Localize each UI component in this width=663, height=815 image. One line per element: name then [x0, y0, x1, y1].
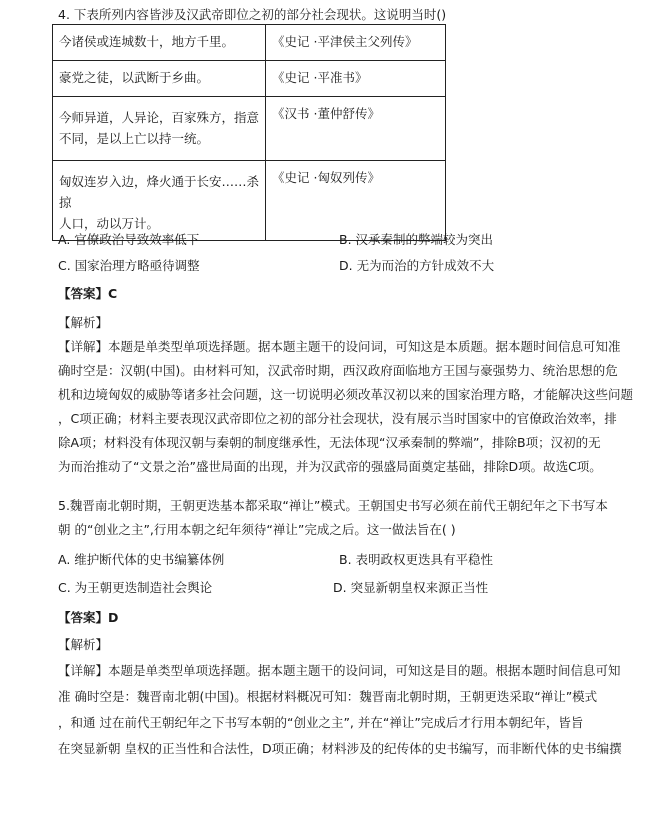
- q5-detail-line: 准 确时空是：魏晋南北朝(中国)。根据材料概况可知：魏晋南北朝时期，王朝更迭采取“禅让”模式: [58, 689, 598, 704]
- q5-option-c: C. 为王朝更迭制造社会舆论: [58, 580, 213, 595]
- table-cell-source: 《史记 ·平津侯主父列传》: [266, 25, 446, 61]
- source-table: [52, 24, 446, 241]
- q4-option-d: D. 无为而治的方针成效不大: [339, 258, 495, 273]
- q4-detail-line: ，C项正确；材料主要表现汉武帝即位之初的部分社会现状，没有展示当时国家中的官僚政治效率，排: [58, 411, 617, 426]
- table-cell-content: 今诸侯或连城数十，地方千里。: [53, 25, 266, 61]
- table-row: [53, 97, 446, 161]
- table-cell-source: 《史记 ·平准书》: [266, 61, 446, 97]
- q5-option-d: D. 突显新朝皇权来源正当性: [333, 580, 489, 595]
- q5-detail-line: 【详解】本题是单类型单项选择题。据本题主题干的设问词，可知这是目的题。根据本题时间信息可知: [58, 663, 621, 678]
- q4-analysis-label: 【解析】: [58, 315, 109, 330]
- table-cell-content: 豪党之徒，以武断于乡曲。: [53, 61, 266, 97]
- q4-option-a: A. 官僚政治导致效率低下: [58, 232, 200, 247]
- question-4-stem: 4. 下表所列内容皆涉及汉武帝即位之初的部分社会现状。这说明当时(): [58, 7, 447, 22]
- q4-option-c: C. 国家治理方略亟待调整: [58, 258, 200, 273]
- table-row: [53, 25, 446, 61]
- q4-detail-line: 为而治推动了“文景之治”盛世局面的出现，并为汉武帝的强盛局面奠定基础，排除D项。故选C项。: [58, 459, 602, 474]
- q5-option-b: B. 表明政权更迭具有平稳性: [339, 552, 494, 567]
- table-cell-source: 《史记 ·匈奴列传》: [266, 161, 446, 241]
- table-cell-source: 《汉书 ·董仲舒传》: [266, 97, 446, 161]
- q5-answer: 【答案】D: [58, 610, 119, 625]
- q4-detail-line: 确时空是：汉朝(中国)。由材料可知，汉武帝时期，西汉政府面临地方王国与豪强势力、统治思想的危: [58, 363, 618, 378]
- q4-detail-line: 除A项；材料没有体现汉朝与秦朝的制度继承性，无法体现“汉承秦制的弊端”，排除B项；汉初的无: [58, 435, 601, 450]
- q5-analysis-label: 【解析】: [58, 637, 109, 652]
- q4-detail-line: 【详解】本题是单类型单项选择题。据本题主题干的设问词，可知这是本质题。据本题时间信息可知准: [58, 339, 621, 354]
- table-row: [53, 161, 446, 241]
- q4-detail-line: 机和边境匈奴的威胁等诸多社会问题，这一切说明必须改革汉初以来的国家治理方略，才能解决这些问题: [58, 387, 634, 402]
- q5-detail-line: 在突显新朝 皇权的正当性和合法性，D项正确；材料涉及的纪传体的史书编写，而非断代体的史书编撰: [58, 741, 622, 756]
- q5-detail-line: ，和通 过在前代王朝纪年之下书写本朝的“创业之主”, 并在“禅让”完成后才行用本朝纪年，皆旨: [58, 715, 584, 730]
- q4-answer: 【答案】C: [58, 286, 118, 301]
- table-cell-content: 匈奴连岁入边，烽火通于长安……杀掠 人口，动以万计。: [53, 161, 266, 241]
- q5-option-a: A. 维护断代体的史书编纂体例: [58, 552, 225, 567]
- question-5-stem-line: 5.魏晋南北朝时期，王朝更迭基本都采取“禅让”模式。王朝国史书写必须在前代王朝纪年之下书写本: [58, 498, 608, 513]
- q4-option-b: B. 汉承秦制的弊端较为突出: [339, 232, 494, 247]
- question-5-stem-line: 朝 的“创业之主”,行用本朝之纪年须待“禅让”完成之后。这一做法旨在( ): [58, 522, 456, 537]
- table-row: [53, 61, 446, 97]
- table-cell-content: 今师异道，人异论，百家殊方，指意 不同，是以上亡以持一统。: [53, 97, 266, 161]
